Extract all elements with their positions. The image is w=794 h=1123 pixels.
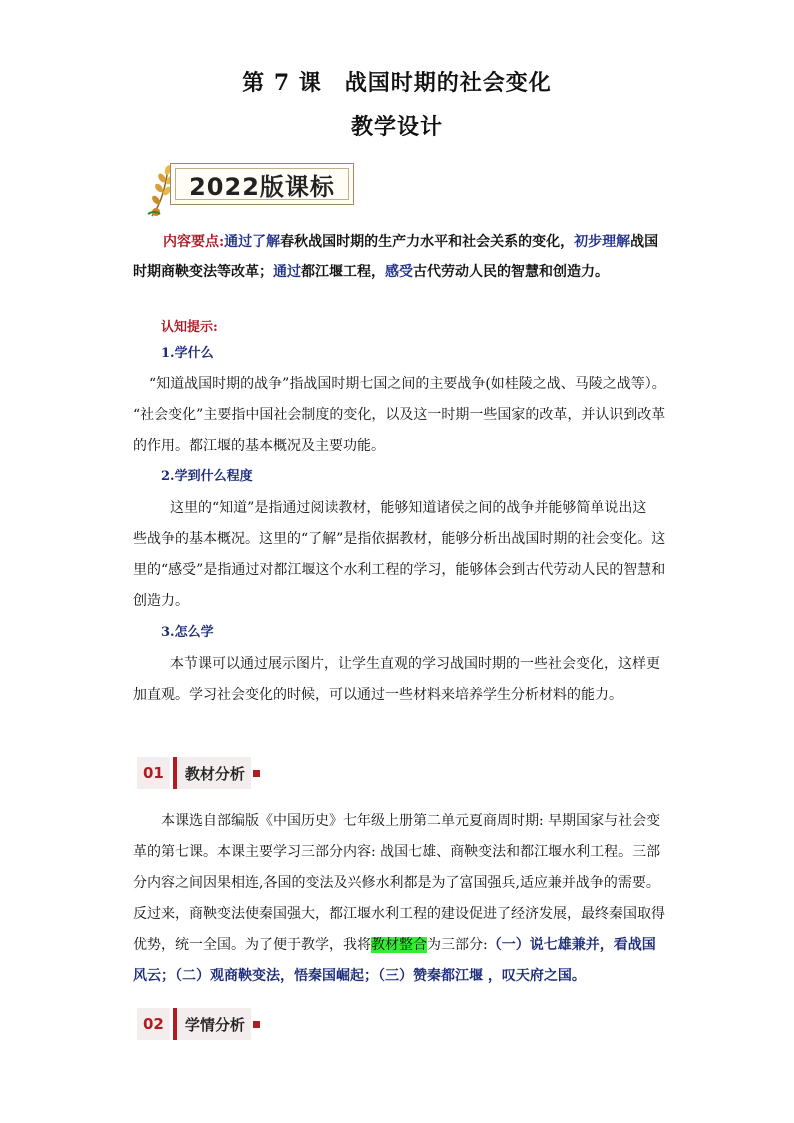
q1-heading: 1.学什么 (161, 346, 214, 361)
badge-label: 2022版课标 (175, 168, 349, 200)
textbook-line-4: 反过来，商鞅变法使秦国强大，都江堰水利工程的建设促进了经济发展，最终秦国取得 (133, 906, 665, 922)
q2-line-3: 里的“感受”是指通过对都江堰这个水利工程的学习，能够体会到古代劳动人民的智慧和 (133, 562, 666, 578)
q2-heading: 2.学到什么程度 (161, 469, 253, 484)
q1-line-2: “社会变化”主要指中国社会制度的变化，以及这一时期一些国家的改革，并认识到改革 (133, 407, 666, 423)
section-header-textbook-analysis (137, 757, 260, 789)
section-title: 学情分析 (177, 1008, 251, 1040)
section-title: 教材分析 (177, 757, 251, 789)
highlighted-text: 教材整合 (371, 937, 427, 953)
q1-line-1: “知道战国时期的战争”指战国时期七国之间的主要战争(如桂陵之战、马陵之战等）。 (149, 376, 666, 392)
q1-line-3: 的作用。都江堰的基本概况及主要功能。 (133, 438, 385, 454)
q3-heading: 3.怎么学 (161, 625, 214, 640)
textbook-line-1: 本课选自部编版《中国历史》七年级上册第二单元夏商周时期: 早期国家与社会变 (161, 813, 661, 829)
cognition-label: 认知提示: (161, 320, 218, 335)
q2-line-4: 创造力。 (133, 593, 189, 609)
textbook-line-2: 革的第七课。本课主要学习三部分内容: 战国七雄、商鞅变法和都江堰水利工程。三部 (133, 844, 661, 860)
q2-line-2: 些战争的基本概况。这里的“了解”是指依据教材，能够分析出战国时期的社会变化。这 (133, 531, 666, 547)
q3-line-2: 加直观。学习社会变化的时候，可以通过一些材料来培养学生分析材料的能力。 (133, 687, 623, 703)
section-header-student-analysis (137, 1008, 260, 1040)
content-points-line-1: 内容要点:通过了解春秋战国时期的生产力水平和社会关系的变化，初步理解战国 (163, 234, 659, 250)
page-subtitle: 教学设计 (350, 114, 443, 140)
page-title: 第 7 课 战国时期的社会变化 (242, 70, 552, 96)
square-bullet-icon (253, 1021, 260, 1028)
square-bullet-icon (253, 770, 260, 777)
section-number: 02 (137, 1008, 170, 1040)
content-points-label: 内容要点 (163, 234, 219, 250)
textbook-line-3: 分内容之间因果相连,各国的变法及兴修水利都是为了富国强兵,适应兼并战争的需要。 (133, 875, 660, 891)
section-number: 01 (137, 757, 170, 789)
textbook-line-6: 风云；（二）观商鞅变法，悟秦国崛起；（三）赞秦都江堰 ，叹天府之国。 (133, 968, 586, 984)
q3-line-1: 本节课可以通过展示图片，让学生直观的学习战国时期的一些社会变化，这样更 (170, 656, 660, 672)
curriculum-badge (144, 160, 359, 220)
content-points-line-2: 时期商鞅变法等改革；通过都江堰工程，感受古代劳动人民的智慧和创造力。 (133, 264, 609, 280)
q2-line-1: 这里的“知道”是指通过阅读教材，能够知道诸侯之间的战争并能够简单说出这 (170, 500, 647, 516)
textbook-line-5: 优势，统一全国。为了便于教学，我将教材整合为三部分:（一）说七雄兼并，看战国 (133, 937, 656, 953)
